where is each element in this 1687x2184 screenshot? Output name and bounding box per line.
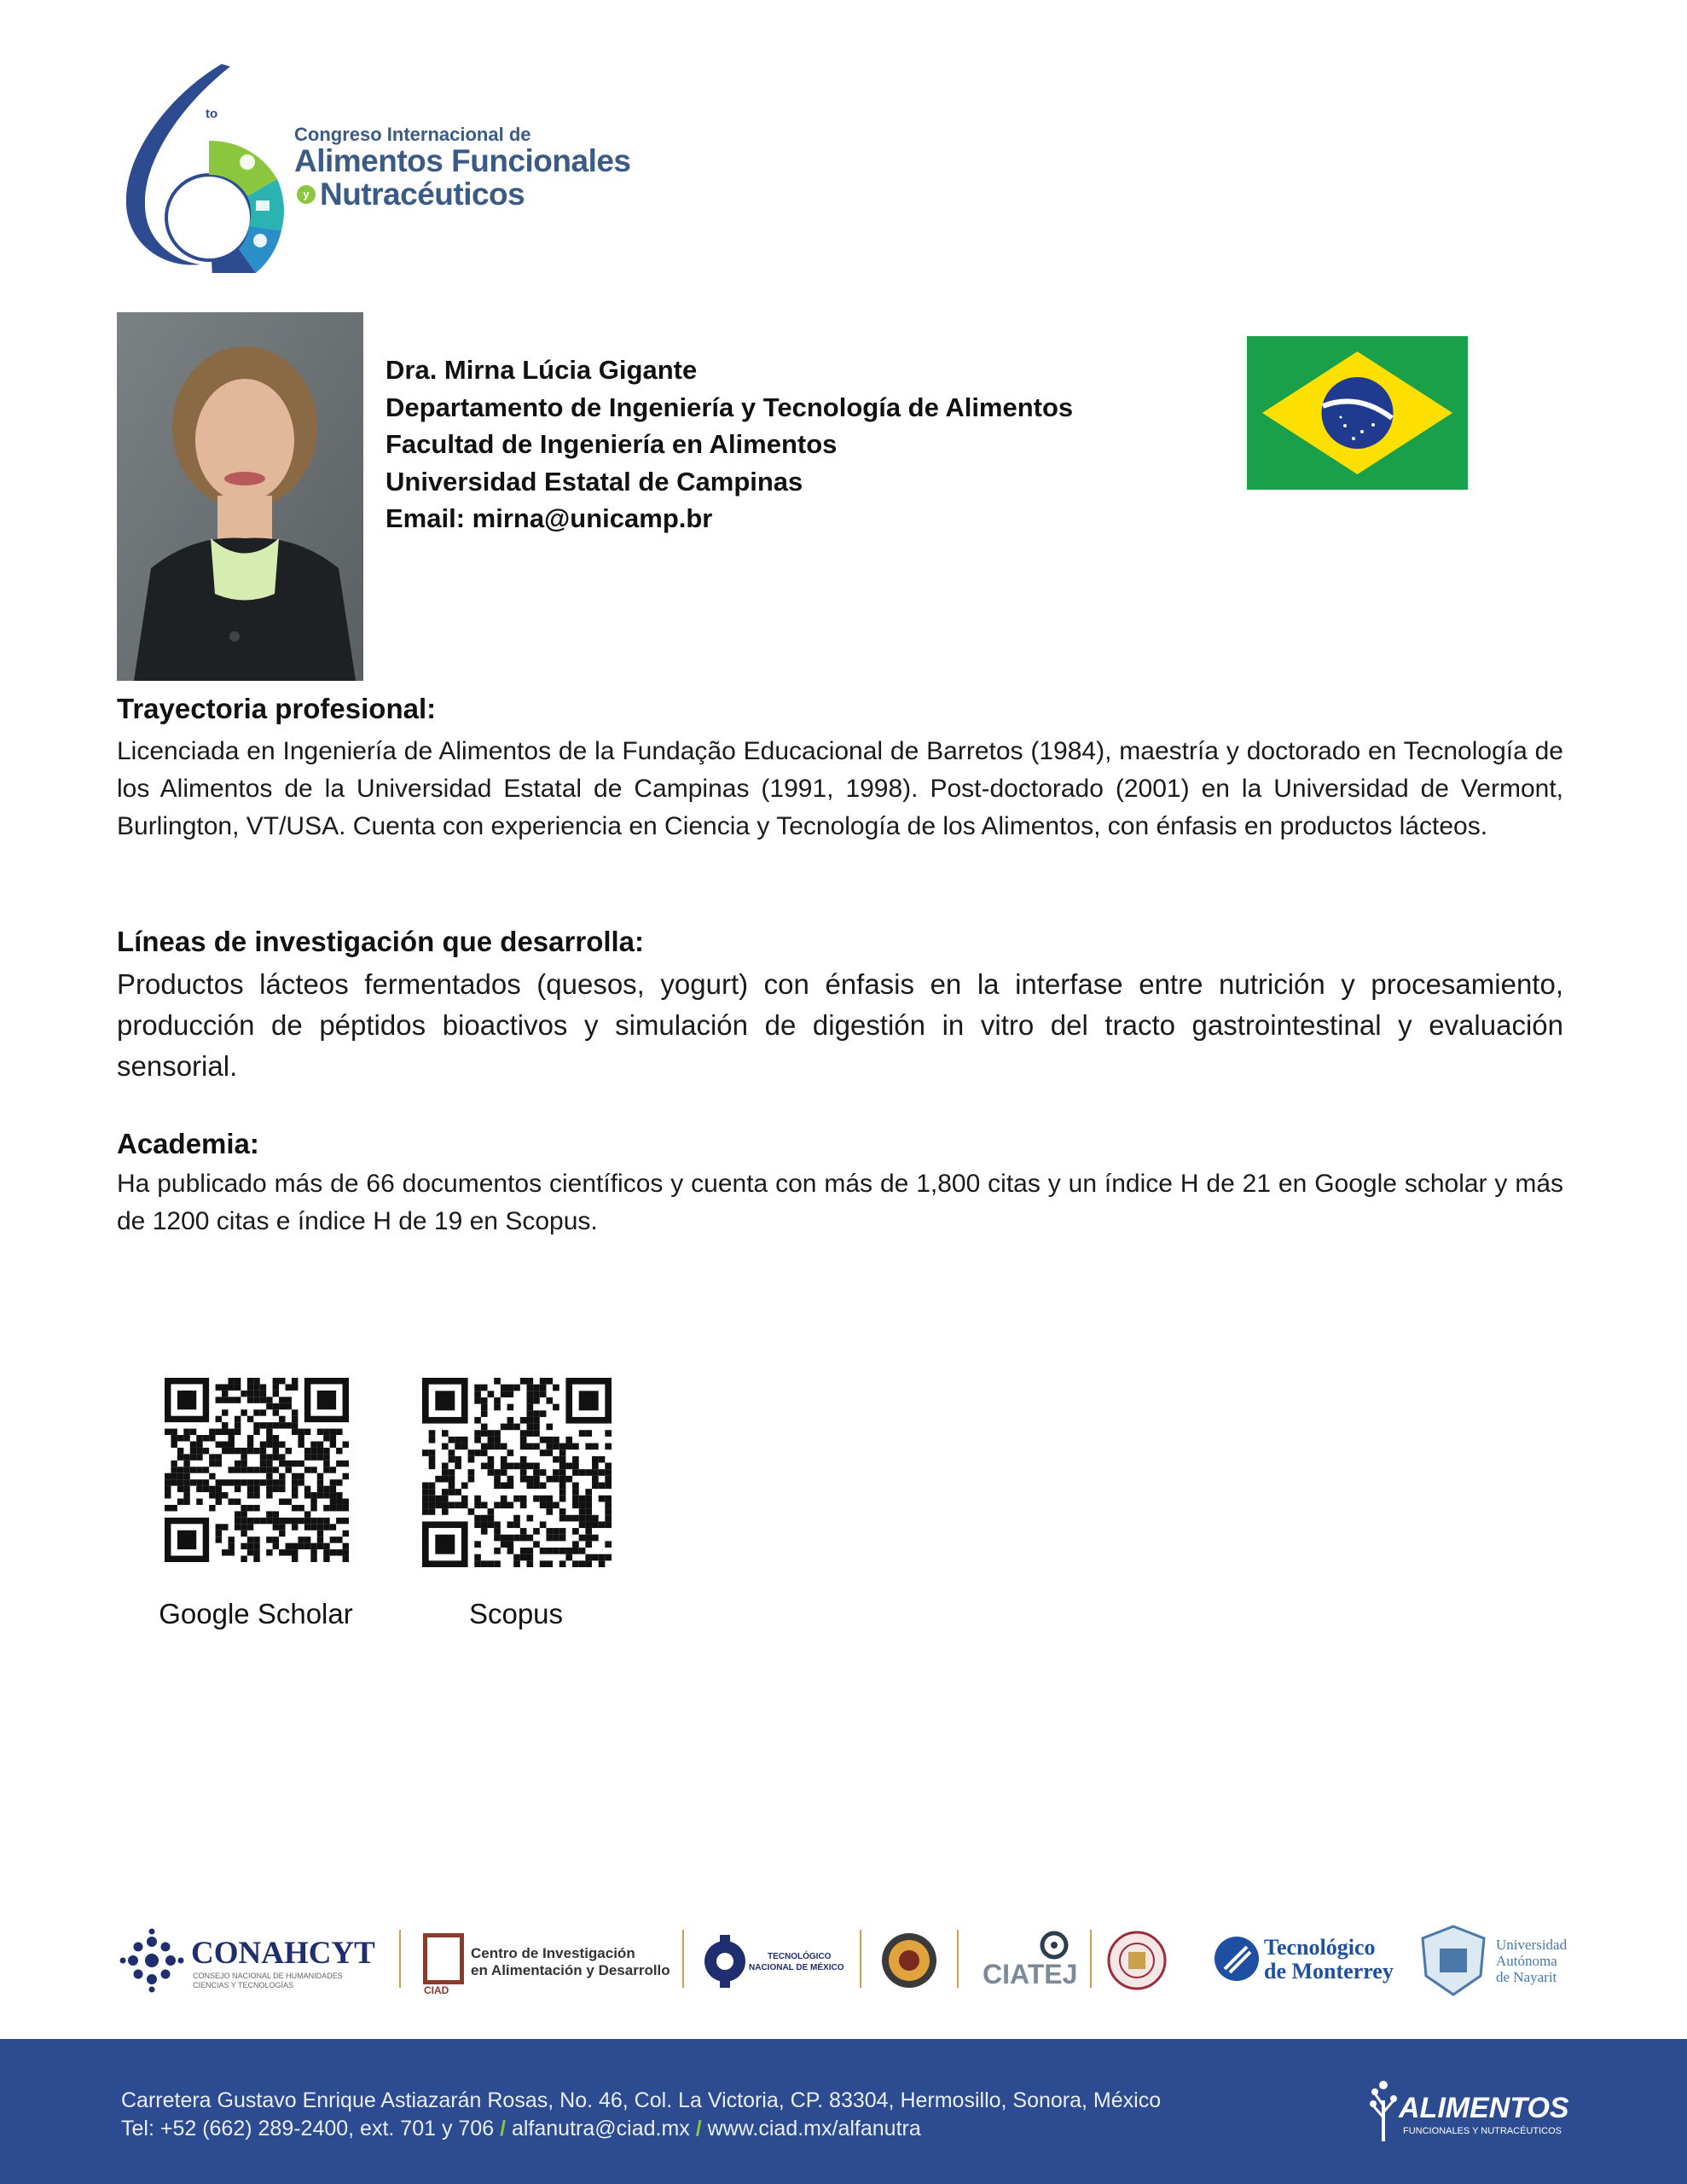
tecnm-line-1: TECNOLÓGICO	[768, 1952, 832, 1961]
logo-conjunction: y	[297, 185, 316, 204]
footer-contact-line	[121, 2117, 921, 2141]
conahcyt-logo: CONAHCYT	[191, 1936, 375, 1971]
ciad-line-1: Centro de Investigación	[471, 1945, 635, 1961]
scopus-qr-code[interactable]	[422, 1378, 612, 1567]
footer-email[interactable]: alfanutra@ciad.mx	[511, 2117, 690, 2140]
footer-address: Carretera Gustavo Enrique Astiazarán Rosas, No. 46, Col. La Victoria, CP. 83304, Hermosillo, Sonora, México	[121, 2088, 1162, 2112]
tec-line-2: de Monterrey	[1264, 1959, 1394, 1984]
separator	[399, 1930, 401, 1988]
department: Departamento de Ingeniería y Tecnología de Alimentos	[386, 392, 1074, 422]
logo-line-3: Nutracéuticos	[320, 177, 525, 212]
footer-brand: ALIMENTOS	[1399, 2092, 1569, 2124]
trayectoria-heading: Trayectoria profesional:	[117, 693, 437, 724]
ciad-mark: CIAD	[424, 1984, 449, 1996]
separator	[860, 1930, 861, 1988]
academia-heading: Academia:	[117, 1128, 259, 1159]
university-crest-icon	[880, 1930, 938, 1991]
footer-web[interactable]: www.ciad.mx/alfanutra	[707, 2117, 921, 2140]
faculty: Facultad de Ingeniería en Alimentos	[386, 429, 838, 459]
alimentos-tree-icon	[1368, 2075, 1399, 2143]
ciatej-mark-icon	[1039, 1930, 1070, 1960]
footer-slash: /	[500, 2117, 507, 2140]
lineas-text: Productos lácteos fermentados (quesos, yogurt) con énfasis en la interfase entre nutrición y procesamiento, producción de péptidos bioactivos y simulación de digestión in vitro del tracto gastrointestinal y evaluación sensorial.	[117, 968, 1563, 1082]
scopus-label: Scopus	[468, 1598, 564, 1629]
contact-block	[386, 351, 1073, 537]
logo-line-2: Alimentos Funcionales	[294, 143, 631, 178]
uan-line-3: de Nayarit	[1496, 1969, 1557, 1985]
portrait-image	[117, 312, 363, 681]
number-six-emblem-icon	[119, 60, 290, 273]
google-scholar-label: Google Scholar	[159, 1598, 353, 1629]
brazil-flag-icon	[1247, 336, 1468, 490]
conahcyt-subtitle-1: CONSEJO NACIONAL DE HUMANIDADES	[193, 1972, 343, 1980]
trayectoria-text: Licenciada en Ingeniería de Alimentos de la Fundação Educacional de Barretos (1984), maestría y doctorado en Tecnología de los Alimentos de la Universidad Estatal de Campinas (1991, 1998). Post-doctorado (2001) en la Universidad de Vermont, Burlington, VT/USA. Cuenta con experiencia en Ciencia y Tecnología de los Alimentos, con énfasis en productos lácteos.	[117, 737, 1563, 840]
uan-crest-icon	[1419, 1925, 1487, 1996]
separator	[957, 1930, 959, 1988]
google-scholar-qr-code[interactable]	[165, 1378, 349, 1562]
university: Universidad Estatal de Campinas	[386, 466, 803, 497]
logo-superscript: to	[206, 107, 218, 121]
footer-phone: Tel: +52 (662) 289-2400, ext. 701 y 706	[121, 2117, 495, 2140]
conahcyt-subtitle-2: CIENCIAS Y TECNOLOGÍAS	[193, 1981, 294, 1989]
logo-line-1: Congreso Internacional de	[294, 124, 531, 145]
tec-line-1: Tecnológico	[1264, 1935, 1376, 1960]
ciad-emblem	[423, 1933, 464, 1984]
sponsors-row	[0, 1911, 1687, 2005]
footer-band	[0, 2039, 1687, 2184]
footer-slash: /	[695, 2117, 702, 2140]
uan-line-2: Autónoma	[1496, 1953, 1557, 1969]
academia-text: Ha publicado más de 66 documentos científicos y cuenta con más de 1,800 citas y un índice H de 21 en Google scholar y más de 1200 citas e índice H de 19 en Scopus.	[117, 1170, 1563, 1235]
footer-brand-sub: FUNCIONALES Y NUTRACÉUTICOS	[1403, 2126, 1562, 2136]
ciad-line-2: en Alimentación y Desarrollo	[471, 1962, 670, 1978]
separator	[682, 1930, 684, 1988]
uan-line-1: Universidad	[1496, 1937, 1568, 1953]
conahcyt-emblem-icon	[119, 1928, 184, 1993]
institution-seal-icon	[1107, 1928, 1167, 1993]
tecnm-line-2: NACIONAL DE MÉXICO	[749, 1963, 844, 1972]
lineas-heading: Líneas de investigación que desarrolla:	[117, 926, 645, 957]
tec-monterrey-icon	[1213, 1935, 1261, 1983]
speaker-photo	[117, 312, 363, 681]
speaker-name: Dra. Mirna Lúcia Gigante	[386, 355, 698, 385]
separator	[1090, 1930, 1092, 1988]
email: Email: mirna@unicamp.br	[386, 503, 713, 533]
tecnm-gear-icon	[701, 1933, 749, 1989]
ciatej-logo: CIATEJ	[983, 1959, 1078, 1989]
